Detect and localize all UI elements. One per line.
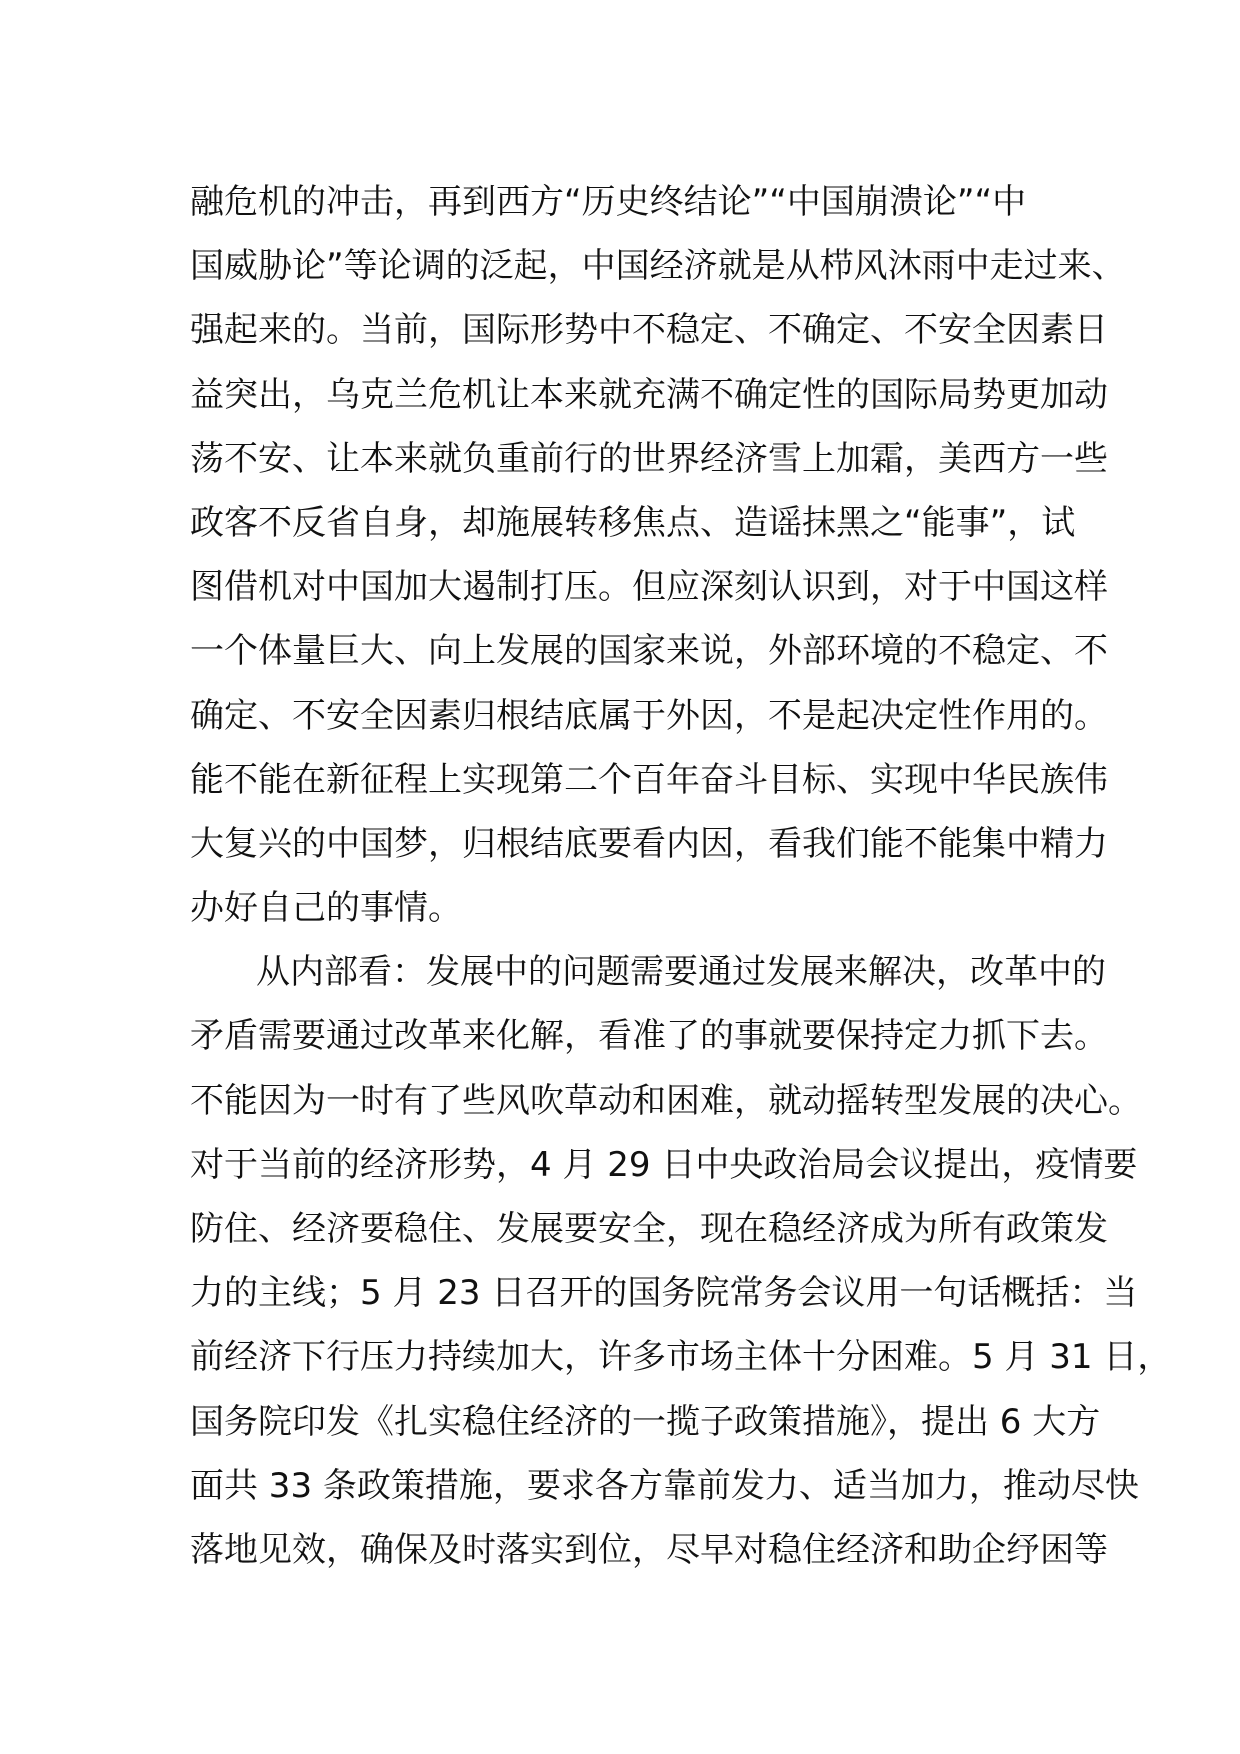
body-text [190,170,1172,1582]
text-line: 益突出，乌克兰危机让本来就充满不确定性的国际局势更加动 [190,374,1108,415]
text-line: 能不能在新征程上实现第二个百年奋斗目标、实现中华民族伟 [190,759,1108,800]
text-line: 国威胁论”等论调的泛起，中国经济就是从栉风沐雨中走过来、 [190,246,1126,287]
paragraph-first-line: 从内部看：发展中的问题需要通过发展来解决，改革中的 [256,952,1106,993]
text-line: 力的主线；5 月 23 日召开的国务院常务会议用一句话概括：当 [190,1273,1138,1314]
text-line: 国务院印发《扎实稳住经济的一揽子政策措施》，提出 6 大方 [190,1401,1101,1442]
text-line: 办好自己的事情。 [190,888,462,929]
text-line: 强起来的。当前，国际形势中不稳定、不确定、不安全因素日 [190,310,1108,351]
text-line: 不能因为一时有了些风吹草动和困难，就动摇转型发展的决心。 [190,1080,1142,1121]
text-line: 面共 33 条政策措施，要求各方靠前发力、适当加力，推动尽快 [190,1465,1139,1506]
text-line: 前经济下行压力持续加大，许多市场主体十分困难。5 月 31 日， [190,1337,1172,1378]
text-line: 落地见效，确保及时落实到位，尽早对稳住经济和助企纾困等 [190,1529,1108,1570]
text-line: 大复兴的中国梦，归根结底要看内因，看我们能不能集中精力 [190,823,1108,864]
text-line: 政客不反省自身，却施展转移焦点、造谣抹黑之“能事”，试 [190,502,1076,543]
text-line: 对于当前的经济形势，4 月 29 日中央政治局会议提出，疫情要 [190,1144,1138,1185]
text-line: 一个体量巨大、向上发展的国家来说，外部环境的不稳定、不 [190,631,1108,672]
text-line: 矛盾需要通过改革来化解，看准了的事就要保持定力抓下去。 [190,1016,1108,1057]
text-line: 确定、不安全因素归根结底属于外因，不是起决定性作用的。 [190,695,1108,736]
text-line: 图借机对中国加大遏制打压。但应深刻认识到，对于中国这样 [190,567,1108,608]
text-line: 防住、经济要稳住、发展要安全，现在稳经济成为所有政策发 [190,1209,1108,1249]
text-line: 融危机的冲击，再到西方“历史终结论”“中国崩溃论”“中 [190,182,1027,222]
text-line: 荡不安、让本来就负重前行的世界经济雪上加霜，美西方一些 [190,438,1108,479]
